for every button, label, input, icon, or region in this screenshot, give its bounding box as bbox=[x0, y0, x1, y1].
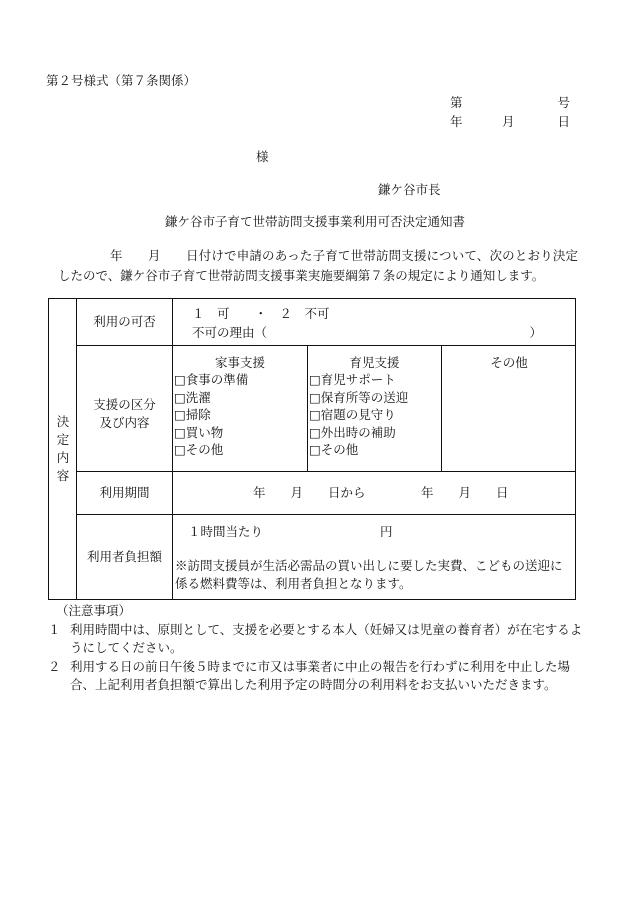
number-suffix: 号 bbox=[557, 95, 570, 110]
number-prefix: 第 bbox=[450, 95, 463, 110]
note-item bbox=[48, 658, 588, 694]
note-item bbox=[48, 621, 588, 657]
note-text: 利用時間中は、原則として、支援を必要とする本人（妊婦又は児童の養育者）が在宅するようにしてください。 bbox=[70, 622, 583, 655]
notes-heading: （注意事項） bbox=[56, 603, 132, 618]
checkbox-item[interactable]: □その他 bbox=[309, 442, 359, 457]
cost-note-line1: ※訪問支援員が生活必需品の買い出しに要した実費、こどもの送迎に bbox=[175, 558, 563, 573]
checkbox-item[interactable]: □宿題の見守り bbox=[309, 407, 396, 422]
approval-options: １ 可 ・ ２ 不可 bbox=[192, 306, 330, 321]
addressee: 様 bbox=[256, 149, 269, 164]
rejection-reason: 不可の理由（ ） bbox=[192, 325, 543, 340]
checkbox-item[interactable]: □その他 bbox=[174, 442, 224, 457]
note-text: 利用する日の前日午後５時までに市又は事業者に中止の報告を行わずに利用を中止した場合、上記利用者負担額で算出した利用予定の時間分の利用料をお支払いいただきます。 bbox=[70, 659, 571, 692]
checkbox-item[interactable]: □外出時の補助 bbox=[309, 424, 396, 440]
checkbox-item[interactable]: □洗濯 bbox=[174, 389, 211, 405]
housework-heading: 家事支援 bbox=[214, 355, 265, 370]
cost-per-hour: １時間当たり bbox=[188, 524, 264, 539]
period-label: 利用期間 bbox=[99, 485, 150, 500]
other-heading: その他 bbox=[490, 355, 528, 370]
housework-list bbox=[174, 371, 248, 459]
decision-table bbox=[48, 298, 576, 600]
decision-label-cell bbox=[49, 299, 77, 599]
notes bbox=[48, 602, 588, 694]
approval-label: 利用の可否 bbox=[93, 314, 156, 329]
period-from: 年 月 日から bbox=[253, 485, 366, 500]
checkbox-item[interactable]: □保育所等の送迎 bbox=[309, 389, 409, 405]
note-number: １ bbox=[48, 622, 61, 637]
support-label bbox=[77, 396, 172, 432]
date-year: 年 bbox=[450, 114, 463, 129]
support-label-line1: 支援の区分 bbox=[93, 397, 156, 412]
childcare-heading: 育児支援 bbox=[349, 355, 400, 370]
document-title: 鎌ケ谷市子育て世帯訪問支援事業利用可否決定通知書 bbox=[164, 214, 465, 229]
cost-label: 利用者負担額 bbox=[86, 549, 162, 564]
date-day: 日 bbox=[557, 114, 570, 129]
note-number: ２ bbox=[48, 659, 61, 674]
issuer: 鎌ケ谷市長 bbox=[378, 182, 441, 197]
childcare-list bbox=[309, 371, 408, 459]
cost-note-line2: 係る燃料費等は、利用者負担となります。 bbox=[175, 576, 412, 591]
cost-yen: 円 bbox=[380, 524, 393, 539]
body-text: 年 月 日付けで申請のあった子育て世帯訪問支援について、次のとおり決定したので、鎌ケ谷市子育て世帯訪問支援事業実施要綱第７条の規定により通知します。 bbox=[58, 248, 578, 283]
checkbox-item[interactable]: □買い物 bbox=[174, 424, 224, 440]
form-number: 第２号様式（第７条関係） bbox=[46, 73, 197, 88]
checkbox-item[interactable]: □食事の準備 bbox=[174, 372, 249, 387]
period-to: 年 月 日 bbox=[421, 485, 509, 500]
notes-list bbox=[48, 621, 588, 694]
checkbox-item[interactable]: □掃除 bbox=[174, 407, 211, 422]
decision-label: 決定内容 bbox=[56, 414, 70, 483]
checkbox-item[interactable]: □育児サポート bbox=[309, 372, 396, 387]
support-label-line2: 及び内容 bbox=[99, 415, 150, 430]
date-month: 月 bbox=[502, 114, 515, 129]
